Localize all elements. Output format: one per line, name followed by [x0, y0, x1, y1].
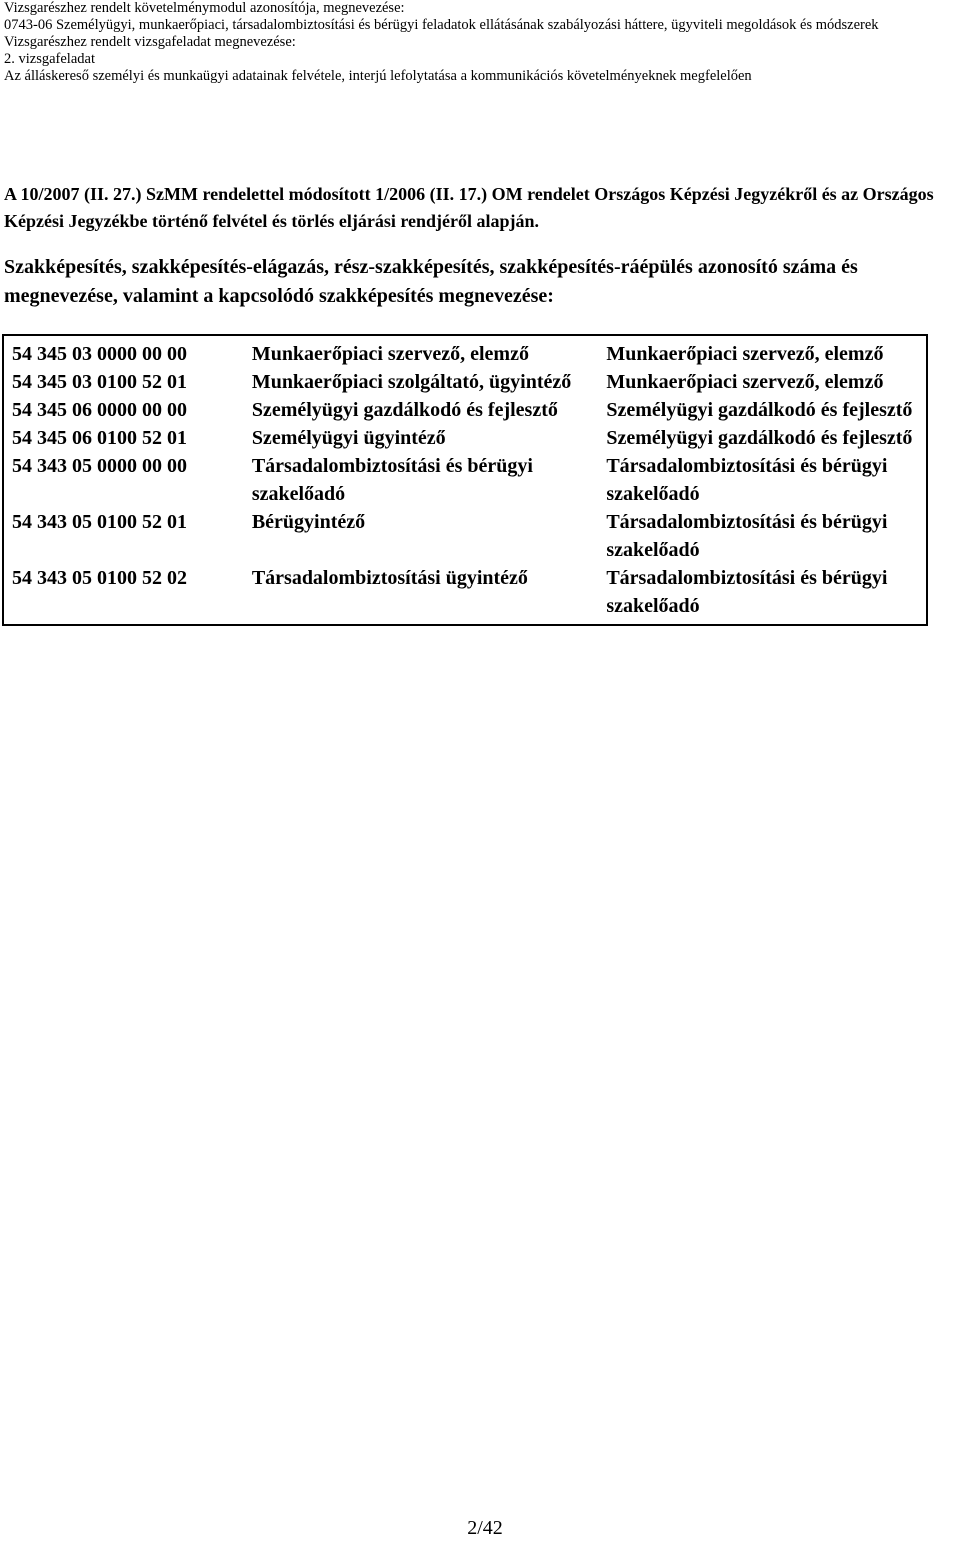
table-row — [3, 368, 927, 396]
regulation-reference: A 10/2007 (II. 27.) SzMM rendelettel módosított 1/2006 (II. 17.) OM rendelet Országos Képzési Jegyzékről és az Országos Képzési Jegyzékbe történő felvétel és törlés eljárási rendjéről alapján. — [4, 184, 934, 231]
task-value: Az álláskereső személyi és munkaügyi adatainak felvétele, interjú lefolytatása a kommunikációs követelményeknek megfelelően — [4, 68, 752, 84]
page-number: 2/42 — [467, 1517, 503, 1539]
qualification-intro: Szakképesítés, szakképesítés-elágazás, rész-szakképesítés, szakképesítés-ráépülés azonosító száma és megnevezése, valamint a kapcsolódó szakképesítés megnevezése: — [4, 256, 858, 307]
related-qualification: Társadalombiztosítási és bérügyi szakelőadó — [606, 455, 888, 505]
qualification-name: Társadalombiztosítási és bérügyi szakelőadó — [251, 455, 533, 505]
module-value: 0743-06 Személyügyi, munkaerőpiaci, társadalombiztosítási és bérügyi feladatok ellátásának szabályozási háttere, ügyviteli megoldások és módszerek — [4, 17, 879, 33]
related-qualification: Munkaerőpiaci szervező, elemző — [606, 371, 884, 393]
qualification-code: 54 345 06 0000 00 00 — [12, 399, 187, 421]
qualification-code: 54 345 03 0100 52 01 — [12, 371, 187, 393]
qualification-name: Bérügyintéző — [251, 511, 366, 533]
qualification-code: 54 345 03 0000 00 00 — [12, 343, 187, 365]
qualification-code: 54 343 05 0000 00 00 — [12, 455, 187, 477]
related-qualification: Személyügyi gazdálkodó és fejlesztő — [606, 399, 913, 421]
task-number: 2. vizsgafeladat — [4, 51, 95, 67]
table-row — [3, 424, 927, 452]
qualification-code: 54 343 05 0100 52 01 — [12, 511, 187, 533]
qualification-name: Személyügyi ügyintéző — [251, 427, 446, 449]
document-header — [4, 0, 944, 85]
table-row — [3, 335, 927, 368]
table-row — [3, 564, 927, 625]
table-row — [3, 508, 927, 564]
qualification-code: 54 345 06 0100 52 01 — [12, 427, 187, 449]
related-qualification: Személyügyi gazdálkodó és fejlesztő — [606, 427, 913, 449]
task-label: Vizsgarészhez rendelt vizsgafeladat megnevezése: — [4, 34, 296, 50]
table-row — [3, 396, 927, 424]
qualification-name: Munkaerőpiaci szervező, elemző — [251, 343, 529, 365]
qualification-name: Munkaerőpiaci szolgáltató, ügyintéző — [251, 371, 572, 393]
qualifications-table — [2, 334, 928, 626]
module-label: Vizsgarészhez rendelt követelménymodul azonosítója, megnevezése: — [4, 0, 405, 16]
qualification-name: Társadalombiztosítási ügyintéző — [251, 567, 528, 589]
qualification-name: Személyügyi gazdálkodó és fejlesztő — [251, 399, 558, 421]
related-qualification: Munkaerőpiaci szervező, elemző — [606, 343, 884, 365]
related-qualification: Társadalombiztosítási és bérügyi szakelőadó — [606, 511, 888, 561]
related-qualification: Társadalombiztosítási és bérügyi szakelőadó — [606, 567, 888, 617]
table-row — [3, 452, 927, 508]
qualification-code: 54 343 05 0100 52 02 — [12, 567, 187, 589]
